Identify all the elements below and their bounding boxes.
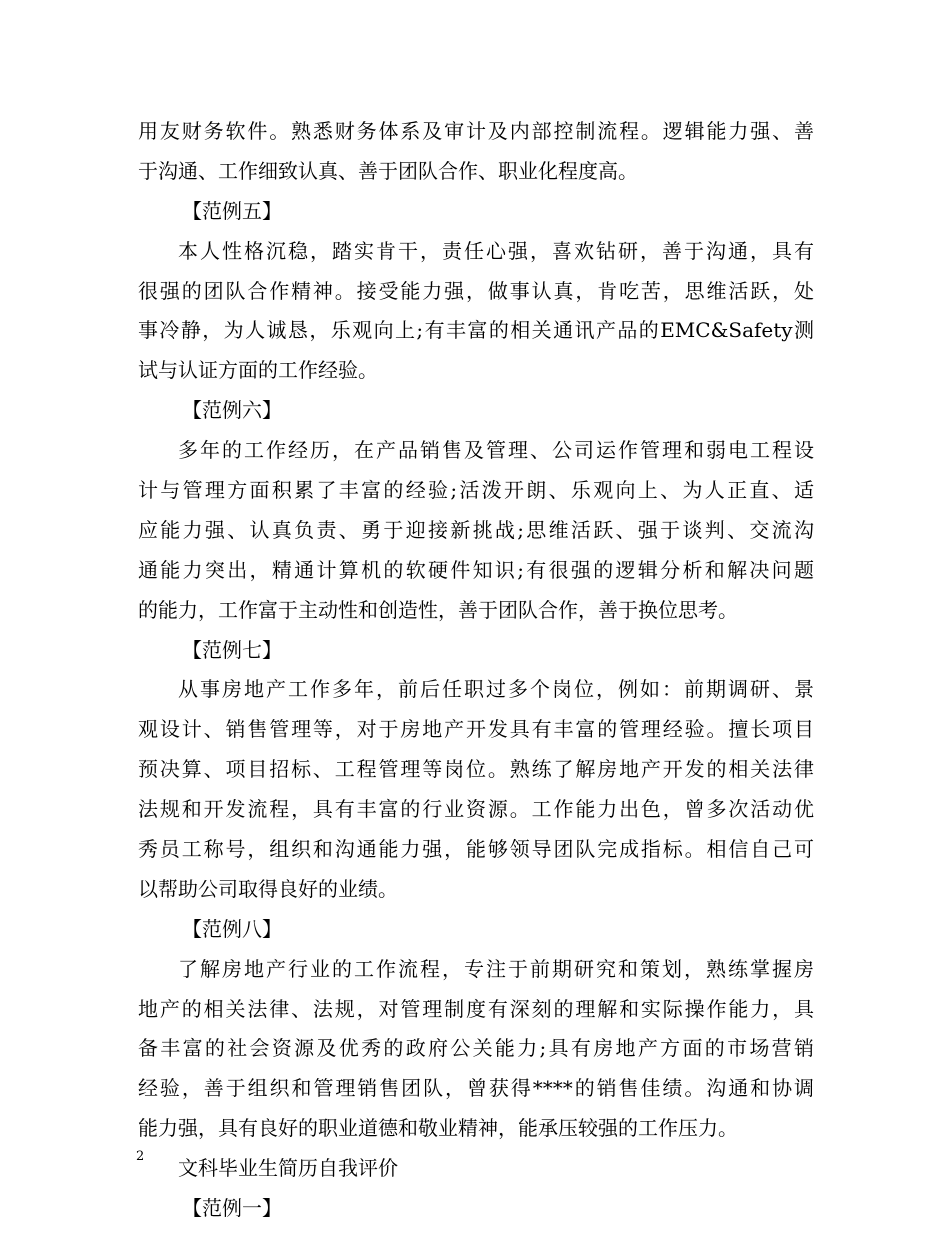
- text-line: 秀员工称号，组织和沟通能力强，能够领导团队完成指标。相信自己可: [138, 837, 814, 862]
- text-line: 能力强，具有良好的职业道德和敬业精神，能承压较强的工作压力。: [138, 1116, 738, 1141]
- text-line: 应能力强、认真负责、勇于迎接新挑战;思维活跃、强于谈判、交流沟: [138, 517, 814, 542]
- section-heading: 【范例六】: [182, 398, 282, 423]
- text-line: 的能力，工作富于主动性和创造性，善于团队合作，善于换位思考。: [138, 597, 738, 622]
- page-number: 2: [136, 1149, 145, 1164]
- text-line: 以帮助公司取得良好的业绩。: [138, 876, 398, 901]
- text-line: 通能力突出，精通计算机的软硬件知识;有很强的逻辑分析和解决问题: [138, 557, 814, 582]
- text-line: 用友财务软件。熟悉财务体系及审计及内部控制流程。逻辑能力强、善: [138, 119, 814, 143]
- text-line: 于沟通、工作细致认真、善于团队合作、职业化程度高。: [138, 158, 638, 183]
- section-heading: 【范例一】: [182, 1196, 282, 1221]
- text-line: 多年的工作经历，在产品销售及管理、公司运作管理和弱电工程设: [178, 438, 814, 463]
- text-line: 经验，善于组织和管理销售团队，曾获得****的销售佳绩。沟通和协调: [138, 1076, 814, 1101]
- text-line: 备丰富的社会资源及优秀的政府公关能力;具有房地产方面的市场营销: [138, 1036, 814, 1061]
- text-line: 地产的相关法律、法规，对管理制度有深刻的理解和实际操作能力，具: [138, 996, 814, 1021]
- text-line: 计与管理方面积累了丰富的经验;活泼开朗、乐观向上、为人正直、适: [138, 478, 814, 503]
- text-line: 事冷静，为人诚恳，乐观向上;有丰富的相关通讯产品的EMC&Safety测: [138, 318, 814, 343]
- document-body: [138, 117, 814, 1234]
- text-line: 了解房地产行业的工作流程，专注于前期研究和策划，熟练掌握房: [178, 956, 814, 981]
- text-line: 很强的团队合作精神。接受能力强，做事认真，肯吃苦，思维活跃，处: [138, 278, 814, 303]
- text-line: 试与认证方面的工作经验。: [138, 358, 378, 383]
- section-heading: 【范例七】: [182, 637, 282, 662]
- text-line: 法规和开发流程，具有丰富的行业资源。工作能力出色，曾多次活动优: [138, 797, 814, 822]
- text-line: 预决算、项目招标、工程管理等岗位。熟练了解房地产开发的相关法律: [138, 757, 814, 782]
- text-line: 文科毕业生简历自我评价: [178, 1156, 398, 1181]
- text-line: 本人性格沉稳，踏实肯干，责任心强，喜欢钻研，善于沟通，具有: [178, 238, 814, 263]
- text-line: 从事房地产工作多年，前后任职过多个岗位，例如：前期调研、景: [178, 677, 814, 702]
- section-heading: 【范例八】: [182, 916, 282, 941]
- text-line: 观设计、销售管理等，对于房地产开发具有丰富的管理经验。擅长项目: [138, 717, 814, 742]
- section-heading: 【范例五】: [182, 198, 282, 223]
